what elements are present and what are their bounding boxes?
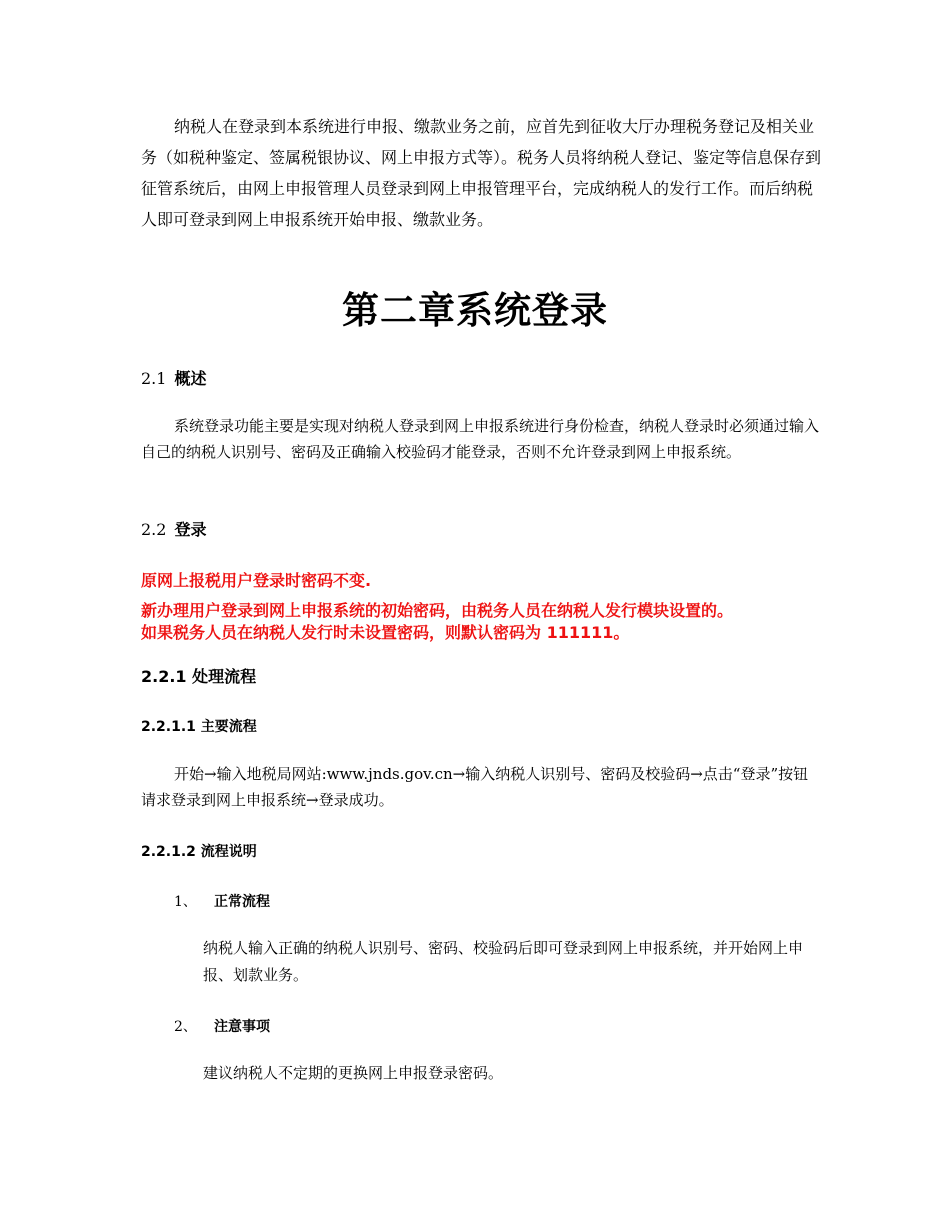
- normal-flow-body: 纳税人输入正确的纳税人识别号、密码、校验码后即可登录到网上申报系统，并开始网上申报、划款业务。: [203, 939, 804, 984]
- section-number: 2.1: [141, 369, 167, 388]
- section-number: 2.2: [141, 520, 167, 539]
- main-flow-body: 开始→输入地税局网站:www.jnds.gov.cn→输入纳税人识别号、密码及校验码→点击“登录”按钮请求登录到网上申报系统→登录成功。: [141, 765, 809, 809]
- intro-paragraph: 纳税人在登录到本系统进行申报、缴款业务之前，应首先到征收大厅办理税务登记及相关业务（如税种鉴定、签属税银协议、网上申报方式等）。税务人员将纳税人登记、鉴定等信息保存到征管系统后，由网上申报管理人员登录到网上申报管理平台，完成纳税人的发行工作。而后纳税人即可登录到网上申报系统开始申报、缴款业务。: [141, 117, 822, 229]
- password-note-2: 新办理用户登录到网上申报系统的初始密码，由税务人员在纳税人发行模块设置的。: [141, 601, 734, 620]
- list-title: 注意事项: [214, 1019, 270, 1035]
- section-title: 概述: [174, 369, 207, 388]
- list-title: 正常流程: [214, 894, 270, 910]
- list-item-notes: [174, 1016, 270, 1036]
- list-number: 2、: [174, 1019, 197, 1035]
- password-note-3: 如果税务人员在纳税人发行时未设置密码，则默认密码为 111111。: [141, 623, 630, 642]
- password-note-1: 原网上报税用户登录时密码不变.: [141, 571, 372, 590]
- list-number: 1、: [174, 894, 197, 910]
- section-title: 登录: [174, 520, 207, 539]
- notes-body: 建议纳税人不定期的更换网上申报登录密码。: [203, 1064, 504, 1082]
- section-2-2-heading: [141, 517, 206, 540]
- chapter-title: 第二章系统登录: [342, 289, 608, 332]
- section-2-1-body: 系统登录功能主要是实现对纳税人登录到网上申报系统进行身份检查，纳税人登录时必须通过输入自己的纳税人识别号、密码及正确输入校验码才能登录，否则不允许登录到网上申报系统。: [141, 417, 820, 461]
- section-2-2-1-2-heading: 2.2.1.2 流程说明: [141, 844, 257, 860]
- list-item-normal-flow: [174, 891, 270, 911]
- section-2-2-1-heading: 2.2.1 处理流程: [141, 667, 257, 686]
- section-2-1-heading: [141, 366, 206, 389]
- section-2-2-1-1-heading: 2.2.1.1 主要流程: [141, 719, 257, 735]
